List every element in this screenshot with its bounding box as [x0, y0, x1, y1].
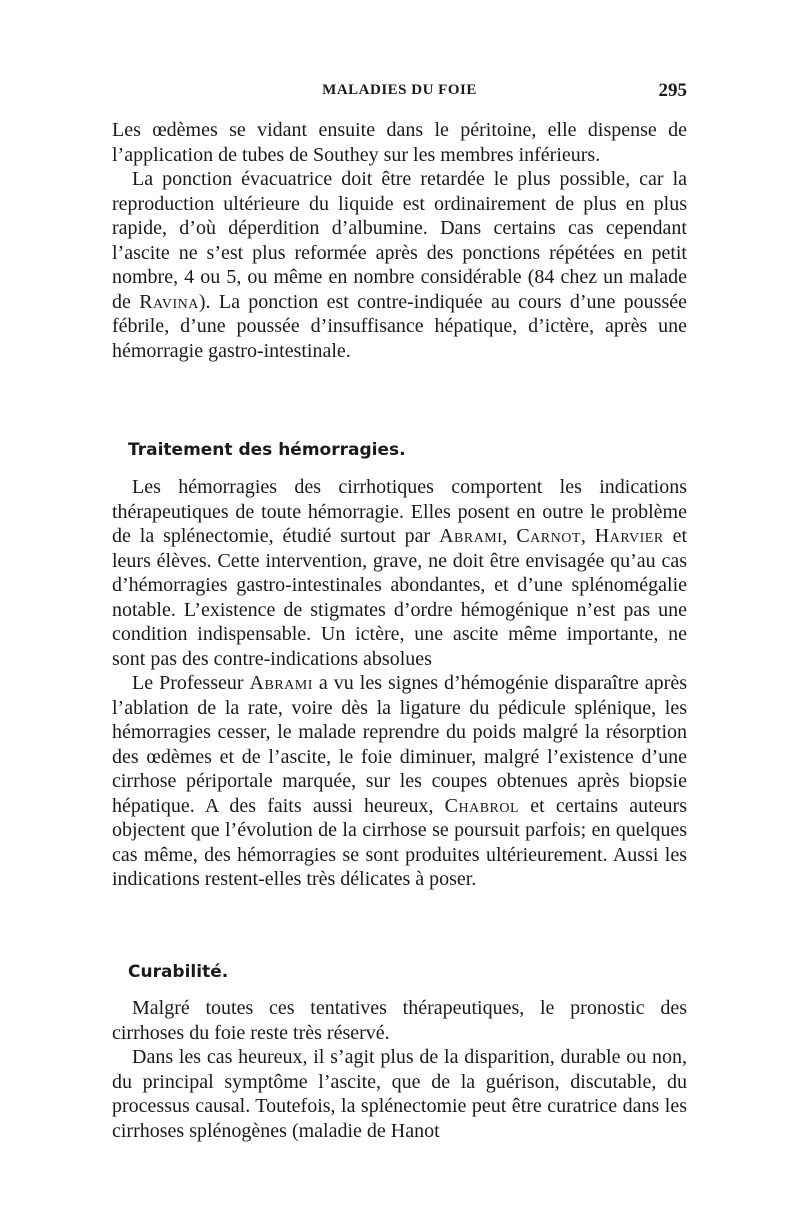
separator: , [580, 525, 595, 547]
page-number: 295 [658, 80, 687, 101]
paragraph-text: a vu les signes d’hémogénie disparaître après l’ablation de la rate, voire dès la ligature du pédicule splénique, les hémorragies cesser, le malade reprendre du poids malgré la résorption des œdèmes et de l’ascite, le foie diminuer, malgré l’existence d’une cirrhose périportale marquée, sur les coupes obtenues après biopsie hépatique. A des faits aussi heureux, [112, 672, 687, 817]
paragraph-text: et certains auteurs objectent que l’évolution de la cirrhose se poursuit parfois; en quelques cas même, des hémorragies se sont produites ultérieurement. Aussi les indications restent-elles très délicates à poser. [112, 794, 687, 890]
section-hemorrhage-treatment [112, 475, 687, 892]
author-name: Carnot [516, 525, 581, 547]
author-name: Abrami [249, 672, 313, 694]
paragraph-text: Le Professeur [132, 672, 250, 694]
paragraph: Les œdèmes se vidant ensuite dans le péritoine, elle dispense de l’application de tubes de Southey sur les membres inférieurs. [112, 119, 687, 166]
separator: , [502, 525, 517, 547]
paragraph-text: ). La ponction est contre-indiquée au cours d’une poussée fébrile, d’une poussée d’insuffisance hépatique, d’ictère, après une hémorragie gastro-intestinale. [112, 290, 687, 362]
author-name: Harvier [594, 525, 664, 547]
running-title: MALADIES DU FOIE [322, 82, 477, 98]
paragraph: Malgré toutes ces tentatives thérapeutiques, le pronostic des cirrhoses du foie reste très réservé. [112, 997, 687, 1044]
section-ascite-treatment [112, 118, 687, 363]
paragraph: Dans les cas heureux, il s’agit plus de la disparition, durable ou non, du principal symptôme l’ascite, que de la guérison, discutable, du processus causal. Toutefois, la splénectomie peut être curatrice dans les cirrhoses splénogènes (maladie de Hanot [112, 1046, 687, 1142]
paragraph-text: Les hémorragies des cirrhotiques comportent les indications thérapeutiques de toute hémorragie. Elles posent en outre le problème de la splénectomie, étudié surtout par [112, 476, 687, 547]
author-name: Abrami [439, 525, 503, 547]
section-heading: Curabilité. [128, 962, 229, 982]
author-name: Chabrol [444, 794, 520, 817]
paragraph-text: La ponction évacuatrice doit être retardée le plus possible, car la reproduction ultérieure du liquide est ordinairement de plus en plus rapide, d’où déperdition d’albumine. Dans certains cas cependant l’ascite ne s’est plus reformée après des ponctions répétées en petit nombre, 4 ou 5, ou même en nombre considérable (84 chez un malade de [112, 168, 687, 313]
paragraph [112, 475, 687, 671]
section-curability [112, 996, 687, 1143]
paragraph-text: et leurs élèves. Cette intervention, grave, ne doit être envisagée qu’au cas d’hémorragies gastro-intestinales abondantes, et d’une splénomégalie notable. L’existence de stigmates d’ordre hémogénique n’est pas une condition indispensable. Un ictère, une ascite même importante, ne sont pas des contre-indications absolues [112, 525, 688, 670]
section-heading: Traitement des hémorragies. [128, 440, 406, 460]
paragraph [112, 671, 687, 892]
running-head [112, 82, 687, 106]
paragraph [112, 167, 687, 363]
author-name: Ravina [139, 290, 199, 313]
